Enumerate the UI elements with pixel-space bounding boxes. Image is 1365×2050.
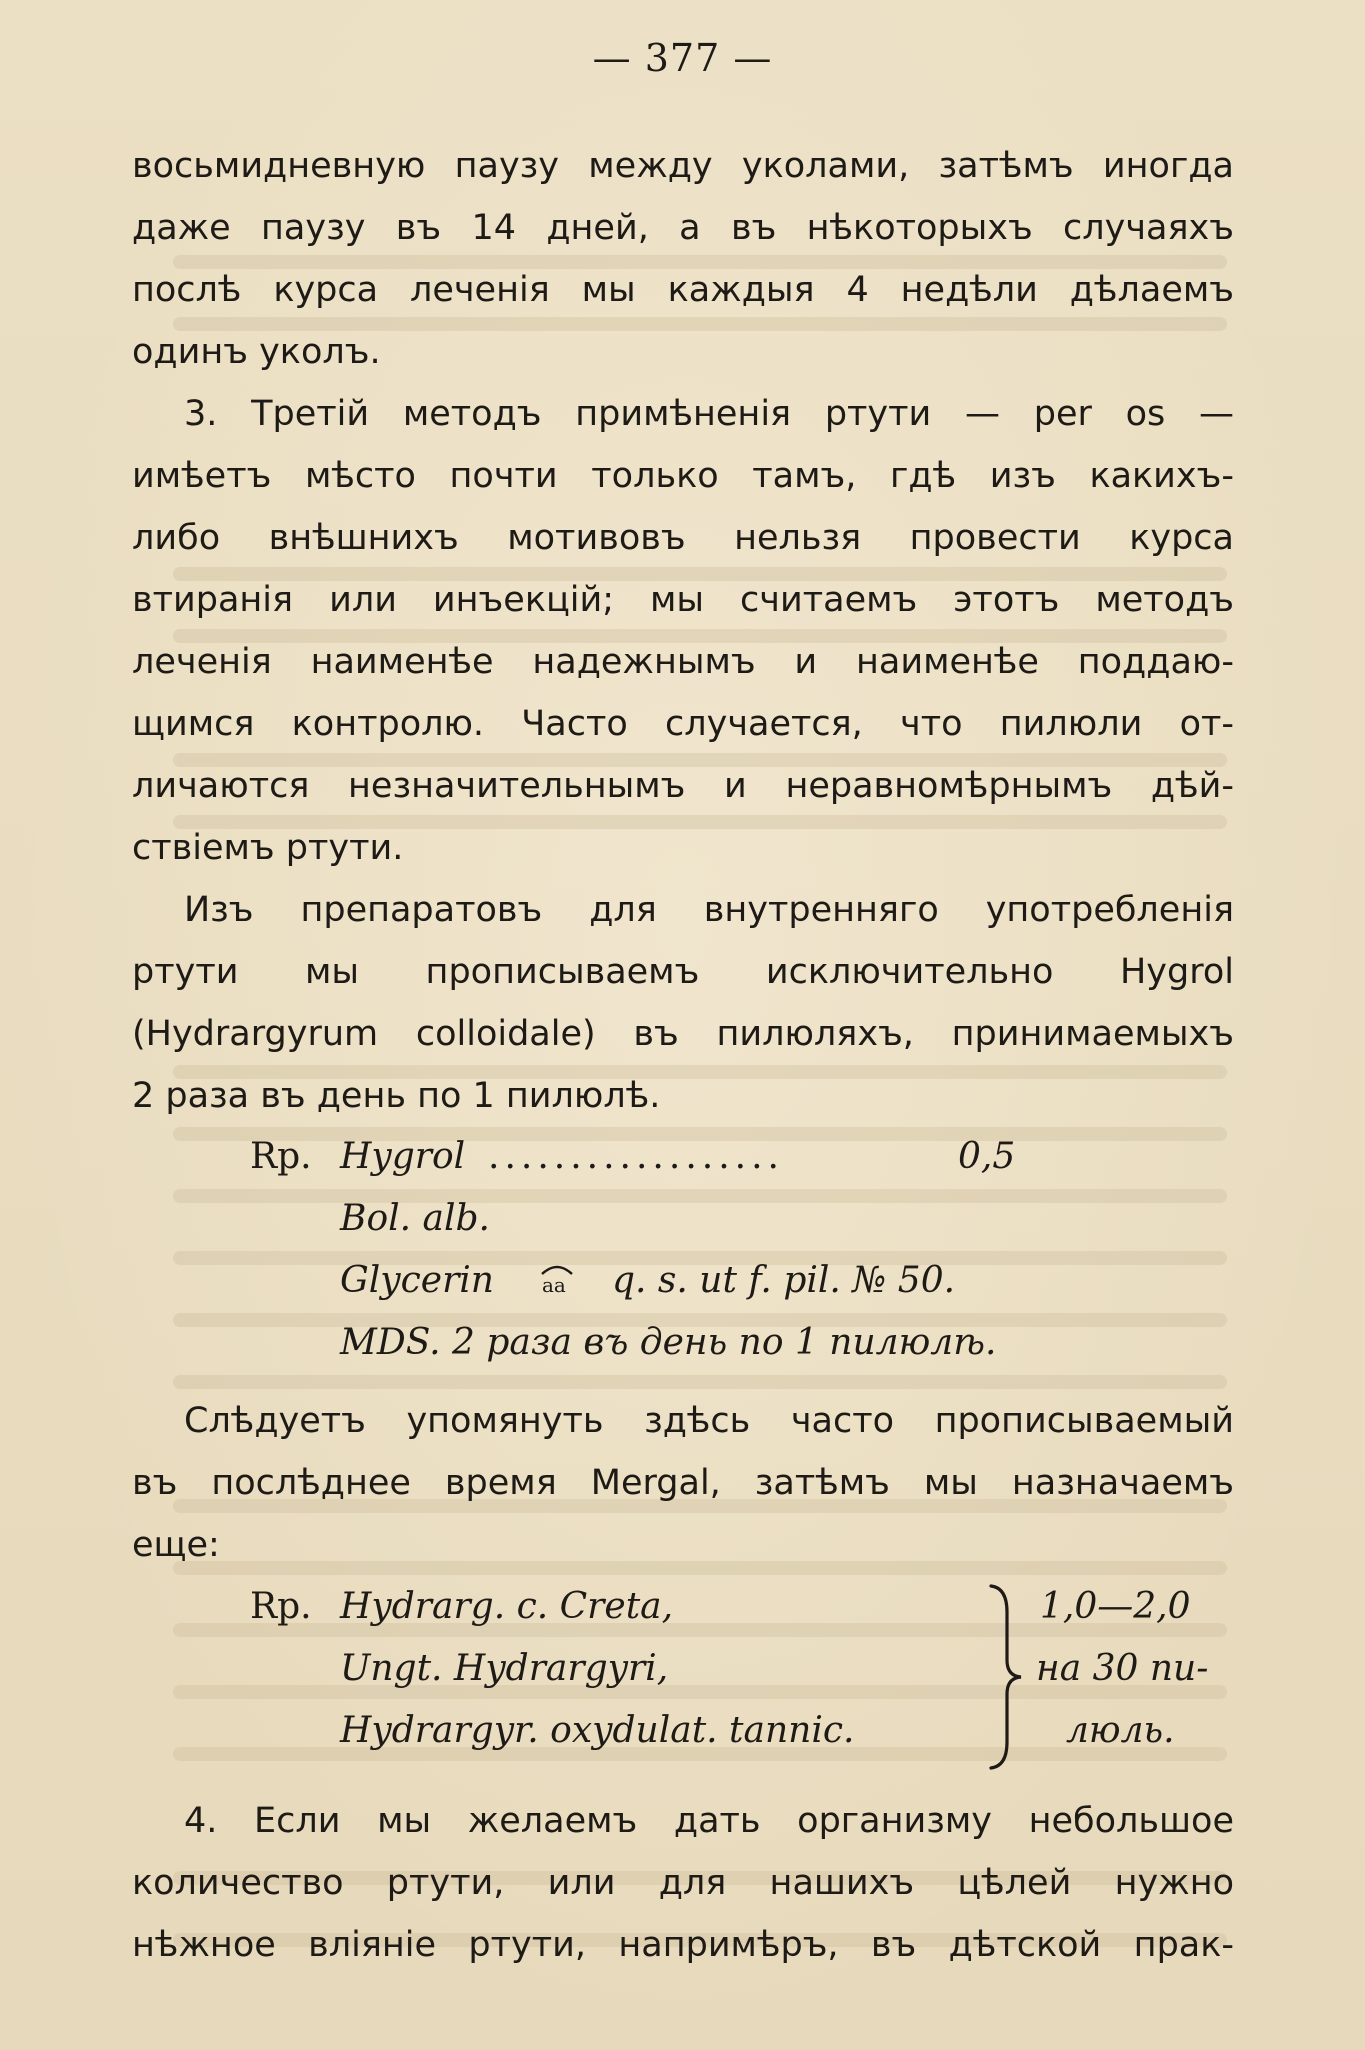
text-line: еще: bbox=[132, 1525, 220, 1565]
recipe-ingredient: Glycerin bbox=[340, 1260, 494, 1301]
recipe-ingredient: Bol. alb. bbox=[340, 1198, 490, 1239]
text-line: послѣ курса леченія мы каждыя 4 недѣли дѣлаемъ bbox=[132, 270, 1234, 310]
text-line: ртути мы прописываемъ исключительно Hygrol bbox=[132, 952, 1234, 992]
text-line: количество ртути, или для нашихъ цѣлей нужно bbox=[132, 1863, 1234, 1903]
text-line: даже паузу въ 14 дней, а въ нѣкоторыхъ случаяхъ bbox=[132, 208, 1234, 248]
recipe-dose: 0,5 bbox=[958, 1136, 1016, 1177]
ana-arc-icon bbox=[540, 1262, 574, 1276]
text-line: 2 раза въ день по 1 пилюлѣ. bbox=[132, 1076, 661, 1116]
page-number: — 377 — bbox=[592, 36, 773, 80]
recipe-ingredient: Hygrol bbox=[340, 1136, 466, 1177]
text-line: ствіемъ ртути. bbox=[132, 828, 404, 868]
text-line: Слѣдуетъ упомянуть здѣсь часто прописываемый bbox=[184, 1401, 1234, 1441]
recipe-dose: люль. bbox=[1066, 1710, 1175, 1751]
recipe-ingredient: Hydrargyr. oxydulat. tannic. bbox=[340, 1710, 855, 1751]
curly-brace-icon bbox=[985, 1582, 1025, 1772]
text-line: личаются незначительнымъ и неравномѣрнымъ дѣй- bbox=[132, 766, 1234, 806]
recipe-dot-leader: .................. bbox=[488, 1136, 784, 1177]
recipe-aa-mark: aa bbox=[542, 1273, 566, 1297]
recipe-instruction: q. s. ut f. pil. № 50. bbox=[612, 1260, 956, 1301]
text-line: 4. Если мы желаемъ дать организму небольшое bbox=[184, 1801, 1234, 1841]
text-line: въ послѣднее время Mergal, затѣмъ мы назначаемъ bbox=[132, 1463, 1234, 1503]
recipe-dose: 1,0—2,0 bbox=[1040, 1586, 1191, 1627]
recipe-rp: Rp. bbox=[250, 1136, 312, 1177]
text-line: одинъ уколъ. bbox=[132, 332, 381, 372]
recipe-signature: MDS. 2 раза въ день по 1 пилюлѣ. bbox=[340, 1322, 997, 1363]
recipe-rp: Rp. bbox=[250, 1586, 312, 1627]
text-line: леченія наименѣе надежнымъ и наименѣе поддаю- bbox=[132, 642, 1234, 682]
text-line: щимся контролю. Часто случается, что пилюли от- bbox=[132, 704, 1234, 744]
text-line: (Hydrargyrum colloidale) въ пилюляхъ, принимаемыхъ bbox=[132, 1014, 1234, 1054]
recipe-dose: на 30 пи- bbox=[1036, 1648, 1209, 1689]
text-line: Изъ препаратовъ для внутренняго употребленія bbox=[184, 890, 1234, 930]
text-line: имѣетъ мѣсто почти только тамъ, гдѣ изъ какихъ- bbox=[132, 456, 1234, 496]
text-line: либо внѣшнихъ мотивовъ нельзя провести курса bbox=[132, 518, 1234, 558]
text-line: 3. Третій методъ примѣненія ртути — per os — bbox=[184, 394, 1234, 434]
text-line: восьмидневную паузу между уколами, затѣмъ иногда bbox=[132, 146, 1234, 186]
recipe-ingredient: Hydrarg. c. Creta, bbox=[340, 1586, 674, 1627]
text-line: нѣжное вліяніе ртути, напримѣръ, въ дѣтской прак- bbox=[132, 1925, 1234, 1965]
recipe-ingredient: Ungt. Hydrargyri, bbox=[340, 1648, 669, 1689]
text-line: втиранія или инъекцій; мы считаемъ этотъ методъ bbox=[132, 580, 1234, 620]
